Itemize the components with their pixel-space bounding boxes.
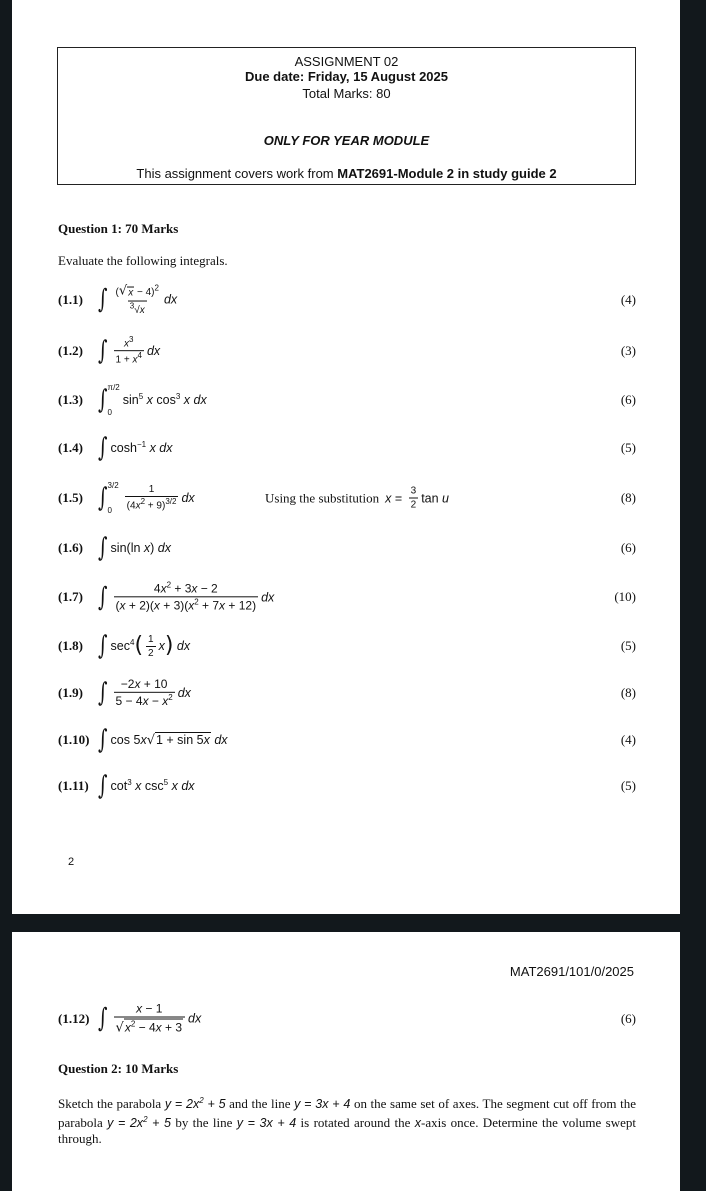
assignment-header-box xyxy=(57,47,636,185)
total-marks: Total Marks: 80 xyxy=(302,86,391,101)
q2-text-part: by the line xyxy=(170,1115,237,1131)
problem-label: (1.9) xyxy=(58,685,83,700)
integral-expression: ∫ $\cosh^{-1} x$ dx xyxy=(98,433,173,463)
q2-text-part: is rotated around the xyxy=(296,1115,415,1131)
problem-label: (1.4) xyxy=(58,440,83,455)
problem-1-11 xyxy=(58,766,636,806)
problem-marks: (8) xyxy=(620,685,636,700)
integral-expression: ∫ $\sec^4$ ( $\frac{1}{2}$ x ) dx xyxy=(98,631,191,661)
problem-marks: (10) xyxy=(614,589,636,604)
year-module-note: ONLY FOR YEAR MODULE xyxy=(263,133,430,148)
coverage-note xyxy=(58,166,635,181)
q2-text-part: Sketch the parabola xyxy=(58,1096,165,1112)
integral-expression: ∫ 3/2 0 $\frac{1}{(4x^2 + 9)^{3/2}}$ dx xyxy=(98,481,195,515)
integral-expression: ∫ π/2 0 $\sin^5 x$ $\cos^3 x$ dx xyxy=(98,383,207,417)
problem-1-5 xyxy=(58,478,636,518)
integral-expression: ∫ $\frac{4x^2 + 3x - 2}{(x + 2)(x + 3)(x^2 + 7x + 12)}$ dx xyxy=(98,580,275,613)
parabola-equation: $y = 2x^2 + 5$ xyxy=(107,1115,171,1131)
page-1 xyxy=(12,0,680,914)
problem-1-8 xyxy=(58,626,636,666)
problem-marks: (6) xyxy=(620,1011,636,1026)
due-date: Due date: Friday, 15 August 2025 xyxy=(244,69,448,84)
problem-marks: (3) xyxy=(620,343,636,358)
coverage-prefix: This assignment covers work from xyxy=(136,166,338,181)
problem-1-2 xyxy=(58,331,636,371)
problem-marks: (4) xyxy=(620,292,636,307)
substitution-note: Using the substitution x = $\frac{3}{2}$ tan u xyxy=(265,485,450,511)
problem-label: (1.5) xyxy=(58,490,83,505)
coverage-module: MAT2691-Module 2 in study guide 2 xyxy=(337,166,557,181)
problem-marks: (8) xyxy=(620,490,636,505)
integral-expression: ∫ $\frac{x^3}{1 + x^4}$ dx xyxy=(98,335,161,366)
problem-label: (1.3) xyxy=(58,392,83,407)
problem-marks: (5) xyxy=(620,778,636,793)
assignment-title: ASSIGNMENT 02 xyxy=(294,54,399,69)
problem-marks: (4) xyxy=(620,732,636,747)
problem-1-7 xyxy=(58,577,636,617)
q2-text-part: on the same set of axes. The segment cut off from the parabola xyxy=(58,1096,636,1131)
question-2-text xyxy=(58,1093,636,1146)
integral-expression: ∫ $\cot^3 x$ $\csc^5 x$ dx xyxy=(98,771,195,801)
integral-expression: ∫ x − 1 √ $x^2 - 4x + 3$ dx xyxy=(98,1001,202,1036)
parabola-equation: $y = 2x^2 + 5$ xyxy=(164,1096,226,1112)
integral-expression: ∫ $\frac{-2x + 10}{5 - 4x - x^2}$ dx xyxy=(98,676,191,708)
running-header: MAT2691/101/0/2025 xyxy=(509,964,634,979)
problem-marks: (6) xyxy=(620,392,636,407)
problem-label: (1.8) xyxy=(58,638,83,653)
problem-label: (1.10) xyxy=(58,732,90,747)
problem-label: (1.6) xyxy=(58,540,83,555)
problem-label: (1.7) xyxy=(58,589,83,604)
problem-marks: (5) xyxy=(620,440,636,455)
integral-expression: ∫ cos 5x √ 1 + sin 5x dx xyxy=(98,725,228,755)
page-number: 2 xyxy=(68,856,75,868)
problem-1-12 xyxy=(58,999,636,1039)
line-equation: y = 3x + 4 xyxy=(236,1116,297,1131)
page-2 xyxy=(12,932,680,1191)
integral-expression: ∫ sin(ln x) dx xyxy=(98,533,171,563)
line-equation: y = 3x + 4 xyxy=(294,1097,351,1112)
problem-1-4 xyxy=(58,428,636,468)
question-2-heading: Question 2: 10 Marks xyxy=(58,1061,179,1076)
problem-label: (1.1) xyxy=(58,292,83,307)
problem-1-1 xyxy=(58,280,636,320)
axis-variable: x xyxy=(414,1116,422,1131)
problem-marks: (6) xyxy=(620,540,636,555)
q2-text-part: and the line xyxy=(225,1096,295,1112)
integral-expression: ∫ ( √ x − 4)$^2$ $^3$√x dx xyxy=(98,283,178,316)
question-1-heading: Question 1: 70 Marks xyxy=(58,221,179,236)
problem-marks: (5) xyxy=(620,638,636,653)
problem-1-9 xyxy=(58,673,636,713)
problem-label: (1.11) xyxy=(58,778,89,793)
problem-label: (1.2) xyxy=(58,343,83,358)
q2-text-part: -axis once. Determine the volume swept through. xyxy=(58,1115,636,1147)
substitution-text: Using the substitution xyxy=(265,490,380,505)
problem-1-6 xyxy=(58,528,636,568)
problem-label: (1.12) xyxy=(58,1011,90,1026)
question-1-intro: Evaluate the following integrals. xyxy=(58,253,228,268)
problem-1-3 xyxy=(58,380,636,420)
problem-1-10 xyxy=(58,720,636,760)
